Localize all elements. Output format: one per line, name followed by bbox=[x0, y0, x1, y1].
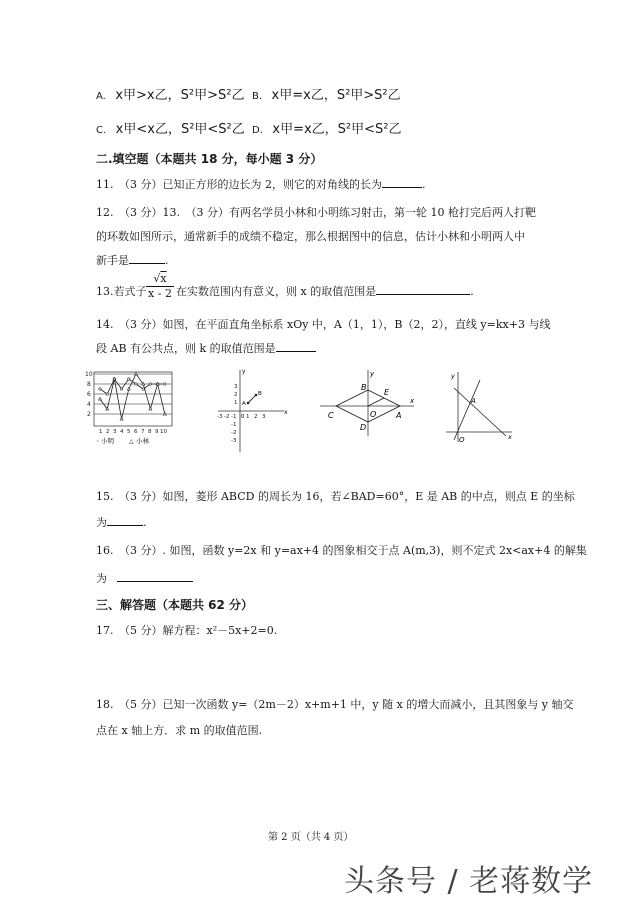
fig1-xtick-4: 5 bbox=[127, 429, 131, 435]
fig1-point-s0-0 bbox=[99, 388, 101, 390]
fig1-point-s0-9 bbox=[164, 383, 166, 385]
fig1-point-s1-3 bbox=[120, 417, 123, 420]
fig1-legend-b-marker: △ bbox=[129, 438, 134, 445]
q11-text: 11. （3 分）已知正方形的边长为 2，则它的对角线的长为 bbox=[96, 178, 382, 191]
q11-blank bbox=[382, 177, 422, 188]
option-c-text: x甲<x乙，S²甲<S²乙 bbox=[115, 122, 245, 137]
fig1-point-s0-3 bbox=[120, 388, 122, 390]
fig2-point-b bbox=[255, 394, 258, 397]
q12-line2: 的环数如图所示，通常新手的成绩不稳定，那么根据图中的信息，估计小林和小明两人中 bbox=[96, 230, 525, 243]
option-d-text: x甲=x乙，S²甲<S²乙 bbox=[272, 122, 402, 137]
fig1-xtick-2: 3 bbox=[113, 429, 117, 435]
q13-blank bbox=[376, 284, 470, 295]
fig1-point-s1-7 bbox=[149, 407, 152, 410]
page-footer: 第 2 页（共 4 页） bbox=[268, 832, 354, 843]
watermark: 头条号 / 老蒋数学 bbox=[344, 864, 594, 899]
section3-title: 三、解答题（本题共 62 分） bbox=[96, 598, 254, 612]
fig1-ytick-1: 8 bbox=[87, 381, 91, 388]
fig1-point-s1-8 bbox=[156, 382, 159, 385]
fig1-point-s0-4 bbox=[128, 378, 130, 380]
q13-suffix-wrap: 在实数范围内有意义，则 x 的取值范围是 . bbox=[176, 285, 474, 298]
q13-suffix: 在实数范围内有意义，则 x 的取值范围是 bbox=[176, 285, 377, 298]
q15-line2: 为 . bbox=[96, 516, 147, 529]
q15-line2-text: 为 bbox=[96, 516, 107, 529]
fig2-point-b-label: B bbox=[258, 391, 262, 397]
fig4-y-label: y bbox=[451, 372, 455, 380]
q13-numerator: √x bbox=[153, 272, 167, 285]
fig1-ytick-3: 4 bbox=[87, 401, 91, 408]
fig1-point-s1-0 bbox=[99, 397, 102, 400]
fig1-xtick-5: 6 bbox=[134, 429, 138, 435]
fig1-xtick-6: 7 bbox=[141, 429, 145, 435]
fig1-ytick-0: 10 bbox=[85, 371, 93, 378]
option-b-label: B. bbox=[252, 91, 263, 102]
fig4-x-label: x bbox=[508, 433, 512, 441]
fig2-ytick-3: -1 bbox=[231, 422, 237, 428]
q16-line1: 16. （3 分）. 如图，函数 y=2x 和 y=ax+4 的图象相交于点 A(m,3)，则不定式 2x<ax+4 的解集 bbox=[96, 544, 587, 557]
q16-blank bbox=[117, 571, 193, 582]
fig2-point-a bbox=[247, 402, 250, 405]
fig3-label-o: O bbox=[370, 410, 377, 419]
fig1-xtick-8: 9 bbox=[155, 429, 159, 435]
fig1-legend-b: 小林 bbox=[136, 437, 149, 445]
fig2-ytick-2: 1 bbox=[234, 400, 238, 406]
fig3-y-label: y bbox=[370, 370, 375, 378]
option-a-label: A. bbox=[96, 91, 106, 102]
fig3-label-e: E bbox=[384, 388, 390, 397]
section2-title: 二.填空题（本题共 18 分，每小题 3 分） bbox=[96, 152, 323, 166]
fig1-xtick-9: 10 bbox=[160, 429, 167, 435]
fig2-ytick-4: -2 bbox=[231, 430, 237, 436]
fig1-point-s1-5 bbox=[135, 372, 138, 375]
fig1-point-s1-4 bbox=[127, 387, 130, 390]
fig2-xtick-1: -2 bbox=[224, 414, 230, 420]
fig1-point-s1-9 bbox=[163, 412, 166, 415]
q18-line2: 点在 x 轴上方．求 m 的取值范围. bbox=[96, 724, 263, 737]
fig2-y-label: y bbox=[242, 368, 246, 375]
q13-fraction bbox=[146, 272, 174, 300]
fig4-label-o: O bbox=[459, 436, 465, 444]
fig1-xtick-1: 2 bbox=[106, 429, 110, 435]
q12-line3: 新手是 . bbox=[96, 254, 169, 267]
fig1-yticks bbox=[85, 371, 93, 418]
fig2-xtick-0: -3 bbox=[217, 414, 223, 420]
q14-line2-text: 段 AB 有公共点，则 k 的取值范围是 bbox=[96, 342, 276, 355]
fig3-segment-oe bbox=[368, 398, 384, 406]
fig2-point-a-label: A bbox=[242, 401, 246, 407]
q13-numerator-text: x bbox=[160, 272, 167, 285]
fig2-ytick-0: 3 bbox=[234, 384, 238, 390]
option-b-text: x甲=x乙，S²甲>S²乙 bbox=[271, 88, 401, 103]
option-a-text: x甲>x乙，S²甲>S²乙 bbox=[115, 88, 245, 103]
q14-line1: 14. （3 分）如图，在平面直角坐标系 xOy 中，A（1，1），B（2，2），直线 y=kx+3 与线 bbox=[96, 318, 551, 331]
q12-line1: 12. （3 分）13. （3 分）有两名学员小林和小明练习射击，第一轮 10 枪打完后两人打靶 bbox=[96, 206, 536, 219]
fig1-point-s1-2 bbox=[113, 377, 116, 380]
fig2-x-label: x bbox=[284, 409, 288, 416]
q15-blank bbox=[107, 515, 143, 526]
fig4-line-yax4 bbox=[454, 388, 506, 436]
option-d bbox=[252, 118, 402, 137]
q14-blank bbox=[276, 341, 316, 352]
fig3-label-d: D bbox=[360, 423, 367, 432]
fig1-series-layer bbox=[99, 372, 167, 420]
fig2-ytick-5: -3 bbox=[231, 438, 237, 444]
option-c-label: C. bbox=[96, 125, 107, 136]
option-b bbox=[252, 84, 401, 103]
fig3-label-b: B bbox=[361, 383, 367, 392]
fig2-xtick-2: -1 bbox=[231, 414, 237, 420]
q12-line3-text: 新手是 bbox=[96, 254, 129, 267]
q18-line1: 18. （5 分）已知一次函数 y=（2m－2）x+m+1 中，y 随 x 的增大而减小，且其图象与 y 轴交 bbox=[96, 698, 574, 711]
q12-blank bbox=[129, 253, 165, 264]
fig2-origin: 0 bbox=[241, 414, 245, 420]
fig1-point-s0-7 bbox=[149, 383, 151, 385]
q15-line1: 15. （3 分）如图，菱形 ABCD 的周长为 16，若∠BAD=60°，E 是 AB 的中点，则点 E 的坐标 bbox=[96, 490, 575, 503]
option-a bbox=[96, 84, 244, 103]
q16-line2-text: 为 bbox=[96, 572, 107, 585]
q14-line2 bbox=[96, 340, 316, 356]
fig1-xtick-7: 8 bbox=[148, 429, 152, 435]
fig3-x-label: x bbox=[410, 397, 415, 405]
fig1-point-s0-1 bbox=[106, 393, 108, 395]
fig2-xtick-4: 2 bbox=[254, 414, 258, 420]
fig2-ytick-1: 2 bbox=[234, 392, 238, 398]
fig2-segment-ab bbox=[248, 395, 256, 403]
fig2-xtick-3: 1 bbox=[246, 414, 250, 420]
q13-denominator: x - 2 bbox=[148, 287, 172, 300]
fig1-legend-a-marker: ◦ bbox=[96, 438, 100, 445]
fig2-xtick-5: 3 bbox=[262, 414, 266, 420]
fig1-point-s0-5 bbox=[135, 383, 137, 385]
fig1-xticks bbox=[99, 429, 167, 435]
fig1-legend-a: 小明 bbox=[101, 437, 114, 445]
option-d-label: D. bbox=[252, 125, 263, 136]
fig1-ytick-4: 2 bbox=[87, 411, 91, 418]
option-c bbox=[96, 118, 245, 137]
q17-text: 17. （5 分）解方程：x²－5x+2=0. bbox=[96, 624, 278, 637]
figure-coordinate-plane bbox=[214, 366, 290, 456]
fig1-series-line-1 bbox=[100, 374, 165, 419]
figure-shooting-chart bbox=[84, 368, 176, 446]
fig4-label-a: A bbox=[471, 397, 476, 405]
q16-line2 bbox=[96, 570, 193, 586]
fig1-ytick-2: 6 bbox=[87, 391, 91, 398]
figure-two-lines bbox=[444, 370, 516, 444]
fig1-xtick-0: 1 bbox=[99, 429, 103, 435]
fig3-label-c: C bbox=[328, 411, 334, 420]
fig3-label-a: A bbox=[396, 411, 402, 420]
figure-rhombus bbox=[318, 368, 418, 438]
q11: 11. （3 分）已知正方形的边长为 2，则它的对角线的长为 . bbox=[96, 178, 426, 191]
fig1-xtick-3: 4 bbox=[120, 429, 124, 435]
q13-prefix: 13.若式子 bbox=[96, 285, 147, 298]
